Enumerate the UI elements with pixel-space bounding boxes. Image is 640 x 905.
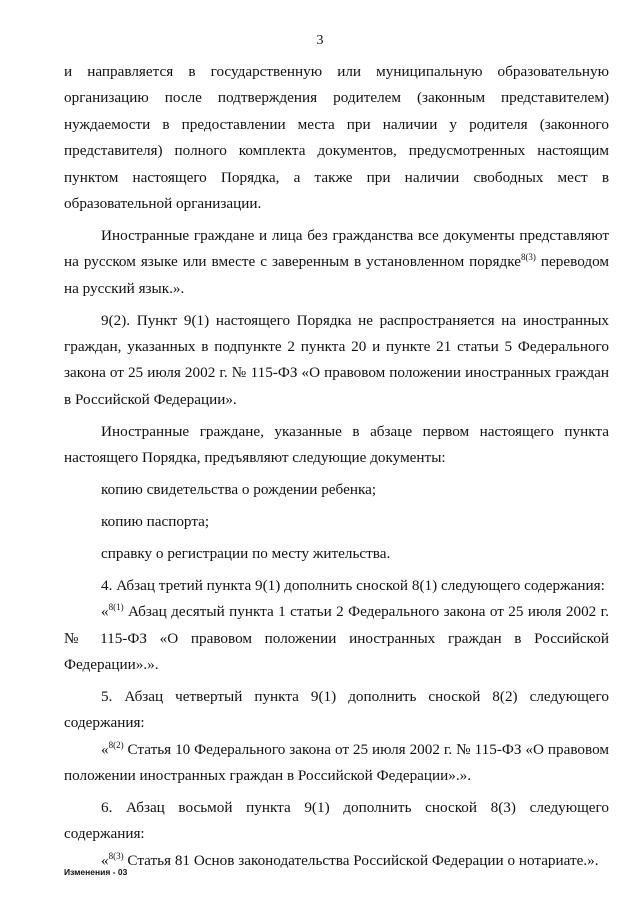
footnote-8-1: «$^{8(1)}$ Абзац десятый пункта 1 статьи 2 Федерального закона от 25 июля 2002 г. № 115-ФЗ «О правовом положении иностранных граждан в Российской Федерации».». — [64, 602, 609, 674]
footnote-marker-8-1: 8(1) — [108, 602, 124, 613]
page-number: 3 — [316, 33, 324, 48]
document-body — [64, 59, 609, 874]
paragraph-item-5: 5. Абзац четвертый пункта 9(1) дополнить сноской 8(2) следующего содержания: — [64, 687, 609, 732]
list-item-registration: справку о регистрации по месту жительства. — [101, 544, 391, 562]
paragraph-item-6: 6. Абзац восьмой пункта 9(1) дополнить сноской 8(3) следующего содержания: — [64, 799, 609, 843]
paragraph-9-2: 9(2). Пункт 9(1) настоящего Порядка не распространяется на иностранных граждан, указанных в подпункте 2 пункта 20 и пункте 21 статьи 5 Федерального закона от 25 июля 2002 г. № 115-ФЗ «О правовом положении иностранных граждан в Российской Федерации». — [64, 311, 609, 408]
footnote-marker-8-3: 8(3) — [108, 850, 124, 861]
list-item-passport: копию паспорта; — [101, 513, 210, 530]
paragraph-foreign-documents: Иностранные граждане и лица без гражданства все документы представляют на русском языке или вместе с заверенным в установленном порядке$^{8(3)}$ переводом на русский язык.». — [64, 226, 609, 297]
footnote-8-3: «$^{8(3)}$ Статья 81 Основ законодательства Российской Федерации о нотариате.». — [101, 850, 599, 869]
paragraph-foreign-citizens: Иностранные граждане, указанные в абзаце первом настоящего пункта настоящего Порядка, предъявляют следующие документы: — [64, 422, 609, 467]
paragraph-continuation: и направляется в государственную или муниципальную образовательную организацию после подтверждения родителем (законным представителем) нуждаемости в предоставлении места при наличии у родителя (законного представителя) полного комплекта документов, предусмотренных настоящим пунктом настоящего Порядка, а также при наличии свободных мест в образовательной организации. — [64, 63, 609, 213]
footnote-ref-8-3: 8(3) — [520, 252, 536, 263]
paragraph-item-4: 4. Абзац третий пункта 9(1) дополнить сноской 8(1) следующего содержания: — [101, 576, 605, 594]
footnote-marker-8-2: 8(2) — [108, 739, 124, 750]
list-item-birth-certificate: копию свидетельства о рождении ребенка; — [101, 481, 377, 499]
footer-revision-code: Изменения - 03 — [64, 867, 128, 877]
footnote-8-2: «$^{8(2)}$ Статья 10 Федерального закона от 25 июля 2002 г. № 115-ФЗ «О правовом положении иностранных граждан в Российской Федерации».». — [64, 739, 609, 785]
